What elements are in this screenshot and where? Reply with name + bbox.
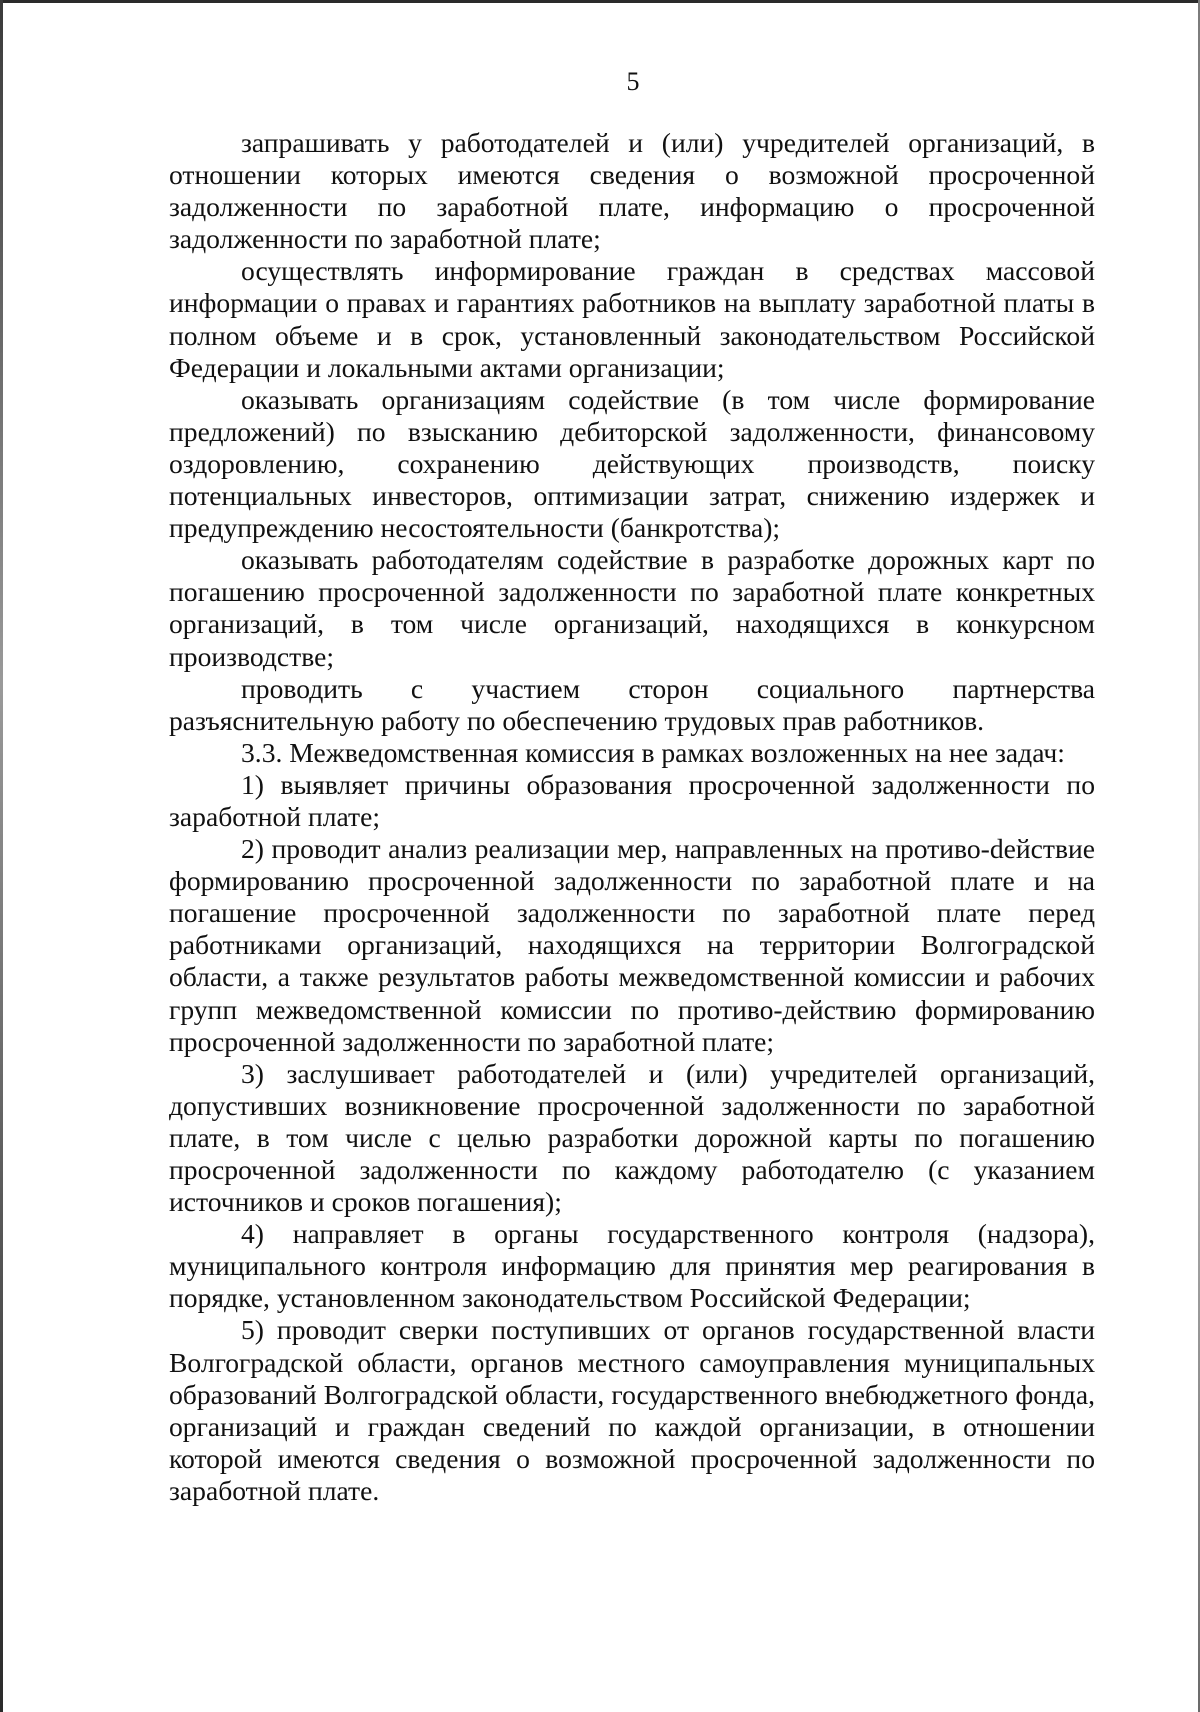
page-number: 5 (626, 67, 640, 96)
paragraph-assist-organizations: оказывать организациям содействие (в том числе формирование предложений) по взысканию дебиторской задолженности, финансовому оздоровлению, сохранению действующих производств, поиску потенциальных инвесторов, оптимизации затрат, снижению издержек и предупреждению несостоятельности (банкротства); (169, 383, 1095, 544)
paragraph-inform-citizens: осуществлять информирование граждан в средствах массовой информации о правах и гарантиях работников на выплату заработной платы в полном объеме и в срок, установленный законодательством Российской Федерации и локальными актами организации; (169, 255, 1095, 383)
list-item-5: 5) проводит сверки поступивших от органов государственной власти Волгоградской области, органов местного самоуправления муниципальных образований Волгоградской области, государственного внебюджетного фонда, организаций и граждан сведений по каждой организации, в отношении которой имеются сведения о возможной просроченной задолженности по заработной плате. (169, 1314, 1095, 1506)
document-body (169, 127, 1095, 1507)
list-item-4: 4) направляет в органы государственного контроля (надзора), муниципального контроля информацию для принятия мер реагирования в порядке, установленном законодательством Российской Федерации; (169, 1218, 1095, 1314)
scan-border-top (0, 0, 1200, 3)
paragraph-explanatory-work: проводить с участием сторон социального партнерства разъяснительную работу по обеспечению трудовых прав работников. (169, 672, 1095, 736)
scan-border-left (0, 0, 3, 1712)
list-item-1: 1) выявляет причины образования просроченной задолженности по заработной плате; (169, 768, 1095, 832)
section-heading-3-3: 3.3. Межведомственная комиссия в рамках возложенных на нее задач: (241, 736, 1065, 768)
paragraph-assist-employers: оказывать работодателям содействие в разработке дорожных карт по погашению просроченной задолженности по заработной плате конкретных организаций, в том числе организаций, находящихся в конкурсном производстве; (169, 544, 1095, 672)
paragraph-request-info: запрашивать у работодателей и (или) учредителей организаций, в отношении которых имеются сведения о возможной просроченной задолженности по заработной плате, информацию о просроченной задолженности по заработной плате; (169, 127, 1095, 255)
list-item-2: 2) проводит анализ реализации мер, направленных на противо-dействие формированию просроченной задолженности по заработной плате и на погашение просроченной задолженности по заработной плате перед работниками организаций, находящихся на территории Волгоградской области, а также результатов работы межведомственной комиссии и рабочих групп межведомственной комиссии по противо-действию формированию просроченной задолженности по заработной плате; (169, 833, 1095, 1057)
list-item-3: 3) заслушивает работодателей и (или) учредителей организаций, допустивших возникновение просроченной задолженности по заработной плате, в том числе с целью разработки дорожной карты по погашению просроченной задолженности по каждому работодателю (с указанием источников и сроков погашения); (169, 1057, 1095, 1218)
